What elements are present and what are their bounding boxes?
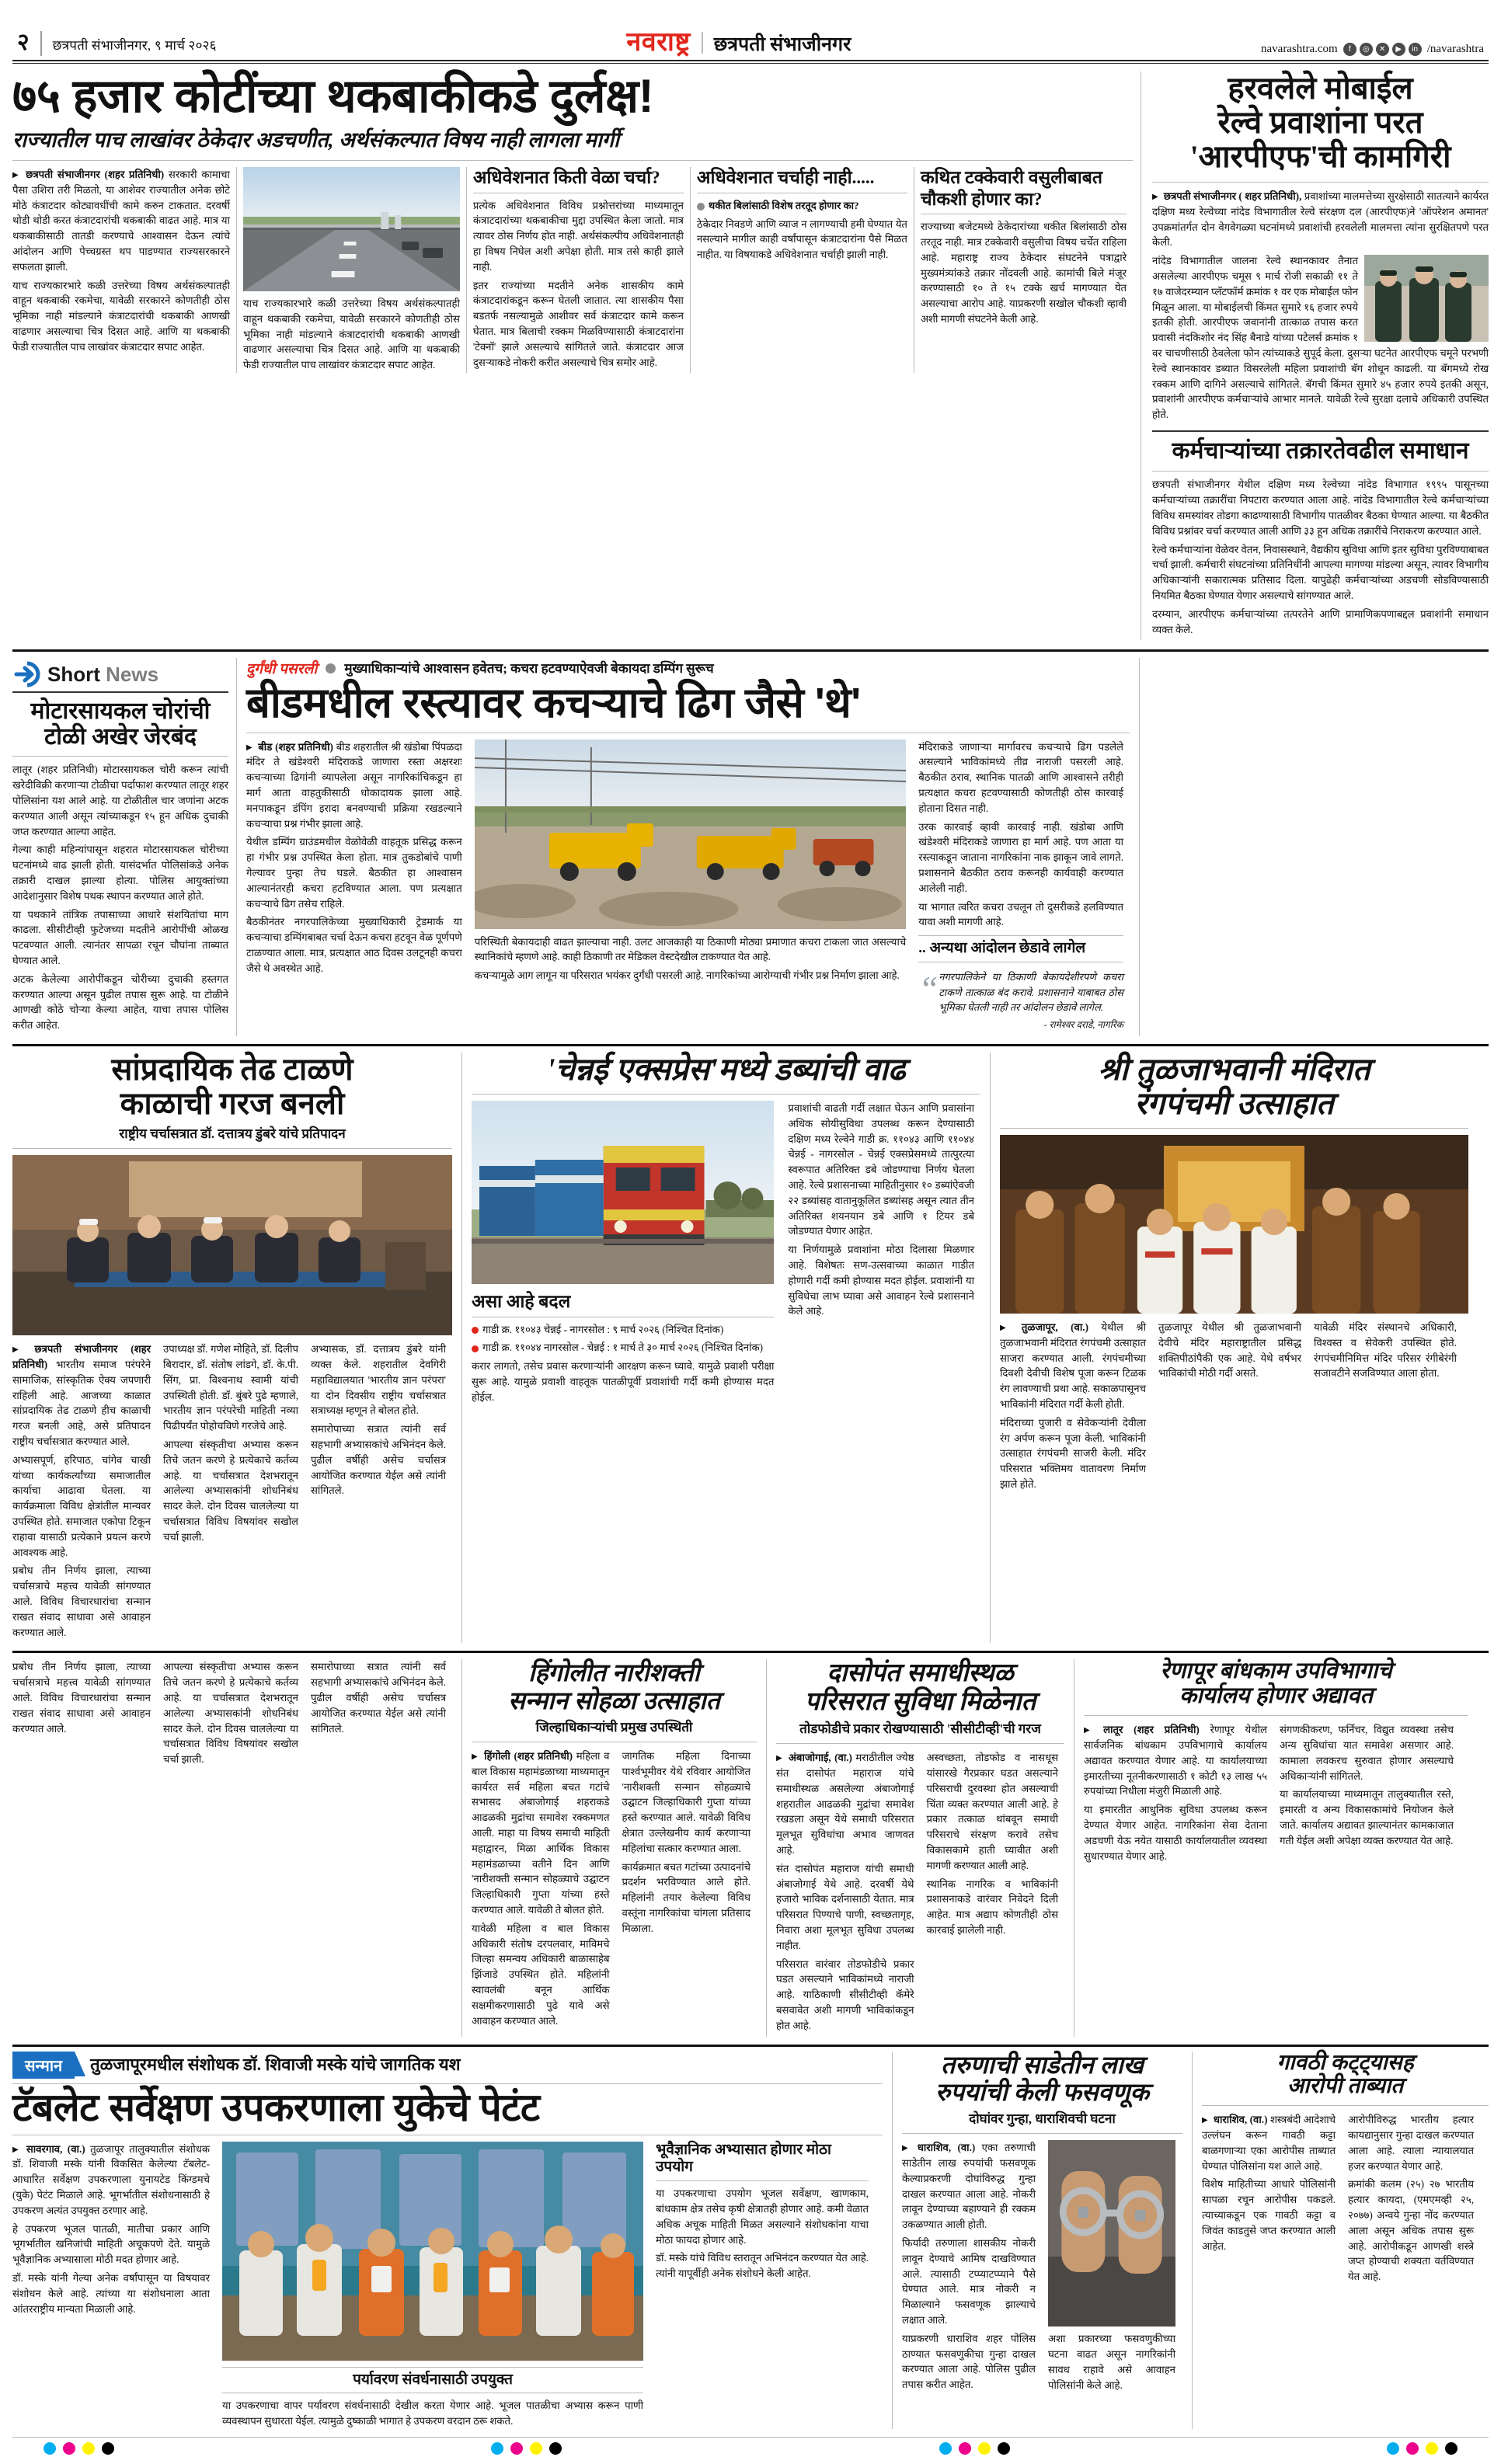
employee-text-1: छत्रपती संभाजीनगर येथील दक्षिण मध्य रेल्वेच्या नांदेड विभागात १९९५ पासूनच्या कर्मचाऱ्यांच्या तक्रारींचा निपटारा करण्यात आला आहे. नांदेड विभागातील रेल्वे कर्मचाऱ्यांच्या विविध समस्यांवर तोडगा काढण्यासाठी विभागीय पातळीवर बैठका घेण्यात आल्या. या बैठकीत विविध प्रश्नांवर चर्चा करण्यात आली आणि ३३ हून अधिक तक्रारींचे निराकरण करण्यात आले.	[1152, 479, 1489, 537]
beed-col3-text2: उरक कारवाई व्हावी कारवाई नाही. खंडोबा आणि खंडेश्वरी मंदिराकडे जाणारा हा मार्ग आहे. पण आता या रस्त्याकडून जाताना नागरिकांना नाक झाकून जावे लागते. प्रशासनाने बैठकीत ठराव करूनही कार्यवाही करण्यात आलेली नाही.	[918, 820, 1124, 894]
dumbre-headline-1: सांप्रदायिक तेढ टाळणे	[111, 1051, 353, 1087]
x-twitter-icon[interactable]: ✕	[1376, 43, 1389, 56]
lead-box3-title: कथित टक्केवारी वसुलीबाबत चौकशी होणार का?	[920, 167, 1102, 209]
shortnews-body	[12, 762, 228, 1033]
gavathi-rule	[1202, 2105, 1489, 2106]
handcuffs-photo	[1048, 2140, 1175, 2327]
dumbre-rule	[12, 1148, 452, 1149]
lead-col1-text2: याच राज्यकारभारे कळी उत्तरेच्या विषय अर्थसंकल्पातही वाहून थकबाकी रकमेचा, यावेळी सरकारने कोणतीही ठोस भूमिका नाही मांडल्याने कंत्राटदारांची थकबाकी आणखी वाढणार असल्याचा चित्र दिसत आहे. आणि या थकबाकी फेडी राज्यातील पाच लाखांवर कंत्राटदार सपाट आहेत.	[12, 279, 230, 353]
social-icons	[1343, 43, 1422, 56]
black-dot-icon-3	[998, 2442, 1010, 2455]
shortnews-rule2	[12, 756, 228, 757]
cyan-dot-icon-2	[491, 2442, 503, 2455]
beed-right-filler	[1139, 658, 1487, 1036]
chennai-text-1: प्रवाशांची वाढती गर्दी लक्षात घेऊन आणि प्रवासांना अधिक सोयीसुविधा उपलब्ध करून देण्यासाठी दक्षिण मध्य रेल्वेने गाडी क्र. ११०४३ आणि ११०४४ चेन्नई - नागरसोल - चेन्नई एक्सप्रेसमध्ये तात्पुरत्या स्वरूपात अतिरिक्त डबे जोडण्याचा निर्णय घेतला आहे. रेल्वे प्रशासनाच्या माहितीनुसार १० डब्यांऐवजी २२ डब्यांसह वातानुकूलित डब्यांसह असून त्यात तीन अतिरिक्त शयनयान डबे आणि १ टियर डबे जोडण्यात येणार आहेत.	[788, 1101, 974, 1237]
lead-box1-title: अधिवेशनात किती वेळा चर्चा?	[472, 167, 660, 187]
chennai-rule	[472, 1094, 980, 1095]
bottom-block	[12, 2052, 1489, 2429]
dumbre-col2-text2: आपल्या संस्कृतीचा अभ्यास करून तिचे जतन करणे हे प्रत्येकाचे कर्तव्य आहे. या चर्चासत्रात देशभरातून आलेल्या अभ्यासकांनी शोधनिबंध सादर केले. दोन दिवस चाललेल्या या चर्चासत्रात विविध विषयांवर सखोल चर्चा झाली.	[163, 1439, 298, 1543]
shortnews-text-2: गेल्या काही महिन्यांपासून शहरात मोटारसायकल चोरीच्या घटनांमध्ये वाढ झाली होती. यासंदर्भात पोलिसांकडे अनेक तक्रारी दाखल झाल्या होत्या. पोलिस आयुक्तांच्या आदेशानुसार विशेष पथक स्थापन करण्यात आले होते.	[12, 844, 228, 902]
patent-caption-text: या उपकरणाचा वापर पर्यावरण संवर्धनासाठी देखील करता येणार आहे. भूजल पातळीचा अभ्यास करून पाणी व्यवस्थापन सुधारता येईल. त्यामुळे दुष्काळी भागात हे उपकरण वरदान ठरू शकते.	[222, 2400, 643, 2427]
beed-headline: बीडमधील रस्त्यावर कचऱ्याचे ढिग जैसे 'थे'	[246, 680, 861, 727]
hingoli-col-1	[472, 1749, 615, 2031]
tuljapur-story	[990, 1053, 1468, 1643]
mobile-headline-3: 'आरपीएफ'ची कामगिरी	[1189, 139, 1451, 174]
mobile-headline-1: हरवलेले मोबाईल	[1228, 71, 1413, 106]
magenta-dot-icon-2	[510, 2442, 523, 2455]
gavathi-headline-1: गावठी कट्ट्यासह	[1276, 2050, 1414, 2075]
beed-photo-col	[468, 740, 913, 1032]
beed-byline: बीड (शहर प्रतिनिधी)	[258, 740, 333, 753]
dasopant-rule	[776, 1743, 1064, 1744]
gavathi-columns	[1202, 2112, 1489, 2288]
patent-col2-text2: डॉ. मस्के यांचे विविध स्तरातून अभिनंदन करण्यात येत आहे. त्यांनी यापूर्वीही अनेक संशोधने केली आहेत.	[656, 2252, 869, 2280]
gavathi-byline: धाराशिव, (वा.)	[1213, 2114, 1268, 2126]
mobile-headline-2: रेल्वे प्रवाशांना परत	[1217, 105, 1423, 140]
rpf-officers-photo	[1364, 255, 1489, 342]
employee-text-3: दरम्यान, आरपीएफ कर्मचाऱ्यांच्या तत्परतेने आणि प्रामाणिकपणाबद्दल प्रवाशांनी समाधान व्यक्त केले.	[1152, 607, 1489, 635]
beed-story	[236, 658, 1139, 1036]
dasopant-col1-text2: संत दासोपंत महाराज यांची समाधी अंबाजोगाई येथे आहे. दरवर्षी येथे हजारो भाविक दर्शनासाठी येतात. मात्र परिसरात पिण्याचे पाणी, स्वच्छतागृह, निवारा अशा मूलभूत सुविधा उपलब्ध नाहीत.	[776, 1862, 914, 1951]
chennai-headline: 'चेन्नई एक्सप्रेस'मध्ये डब्यांची वाढ	[546, 1051, 906, 1087]
social-handle: /navarashtra	[1426, 43, 1484, 55]
gavathi-headline-2: आरोपी ताब्यात	[1287, 2074, 1404, 2099]
patent-col-3	[650, 2142, 875, 2429]
chennai-top	[472, 1101, 980, 1408]
lead-box2-title: अधिवेशनात चर्चाही नाही.....	[696, 167, 875, 187]
fraud-text-1: एका तरुणाची साडेतीन लाख रुपयांची फसवणूक केल्याप्रकरणी दोघांविरुद्ध गुन्हा दाखल करण्यात आला आहे. नोकरी लावून देण्याच्या बहाण्याने ही रक्कम उकळण्यात आली होती.	[902, 2142, 1036, 2231]
arrow-into-circle-icon	[14, 661, 40, 687]
beed-col3-text3: या भागात त्वरित कचरा उचलून तो दुसरीकडे हलविण्यात यावा अशी मागणी आहे.	[918, 900, 1124, 928]
renapur-byline: लातूर (शहर प्रतिनिधी)	[1103, 1724, 1200, 1736]
brand-edition-city: छत्रपती संभाजीनगर	[713, 34, 851, 55]
lead-rule	[12, 160, 1133, 161]
gavathi-text-2: विशेष माहितीच्या आधारे पोलिसांनी सापळा रचून आरोपीस पकडले. त्याच्याकडून एक गावठी कट्टा व जिवंत काडतुसे जप्त करण्यात आली आहेत.	[1202, 2178, 1336, 2252]
dumbre-col-2	[157, 1342, 305, 1643]
tuljapur-text-1: येथील श्री तुळजाभवानी मंदिरात रंगपंचमी उत्साहात साजरा करण्यात आली. रंगपंचमीच्या दिवशी देवीची विशेष पूजा करून टिळक रंग लावण्याची प्रथा आहे. सकाळपासूनच भाविकांनी मंदिरात गर्दी केली होती.	[1000, 1321, 1147, 1410]
dumbre-col3-text2: समारोपाच्या सत्रात त्यांनी सर्व सहभागी अभ्यासकांचे अभिनंदन केले. पुढील वर्षीही असेच चर्चासत्र आयोजित करण्यात येईल असे त्यांनी सांगितले.	[311, 1423, 446, 1497]
cmyk-group-center	[491, 2442, 562, 2455]
website-url[interactable]: navarashtra.com	[1261, 43, 1338, 55]
dumbre-headline-2: काळाची गरज बनली	[120, 1085, 345, 1121]
beed-kicker: मुख्याधिकाऱ्यांचे आश्वासन हवेतच; कचरा हटवण्याऐवजी बेकायदा डम्पिंग सुरूच	[344, 660, 714, 676]
chennai-change-title: असा आहे बदल	[472, 1291, 571, 1311]
cmyk-registration-bar	[12, 2442, 1489, 2455]
felicitation-group-photo	[222, 2142, 643, 2361]
masthead-place-date: छत्रपती संभाजीनगर, ९ मार्च २०२६	[52, 38, 217, 53]
beed-col-1	[246, 740, 468, 1032]
lead-box-3	[914, 167, 1133, 373]
brand-separator	[702, 32, 703, 54]
dasopant-headline-1: दासोपंत समाधीस्थळ	[827, 1659, 1014, 1688]
cyan-dot-icon-3	[939, 2442, 952, 2455]
chennai-story	[461, 1053, 990, 1643]
tuljapur-text-4: यावेळी मंदिर संस्थानचे अधिकारी, विश्वस्त व सेवेकरी उपस्थित होते. रंगपंचमीनिमित्त मंदिर परिसर रंगीबेरंगी सजावटीने सजविण्यात आला होता.	[1314, 1321, 1457, 1380]
shortnews-text-4: अटक केलेल्या आरोपींकडून चोरीच्या दुचाकी हस्तगत करण्यात आल्या असून पुढील तपास सुरू आहे. या टोळीने आणखी कोठे चोऱ्या केल्या आहेत, याचा तपास पोलिस करीत आहेत.	[12, 973, 228, 1032]
cmyk-group-right	[939, 2442, 1010, 2455]
patent-col2-text: या उपकरणाचा उपयोग भूजल सर्वेक्षण, खाणकाम, बांधकाम क्षेत्र तसेच कृषी क्षेत्रातही होणार आहे. कमी वेळात अधिक अचूक माहिती मिळत असल्याने संशोधकांना याचा मोठा फायदा होणार आहे.	[656, 2187, 869, 2246]
dumbre-col1-text3: प्रबोध तीन निर्णय झाला, त्याच्या चर्चासत्राचे महत्त्व यावेळी सांगण्यात आले. विविध विचारधारांचा सन्मान राखत संवाद साधावा असे आवाहन करण्यात आले.	[12, 1564, 151, 1638]
highway-road-photo	[243, 167, 460, 291]
dumbre-columns	[12, 1342, 452, 1643]
tuljapur-headline-1: श्री तुळजाभवानी मंदिरात	[1098, 1051, 1370, 1087]
mobile-byline: छत्रपती संभाजीनगर ( शहर प्रतिनिधी),	[1163, 190, 1302, 202]
lead-byline: छत्रपती संभाजीनगर (शहर प्रतिनिधी)	[26, 168, 165, 180]
hingoli-headline-1: हिंगोलीत नारीशक्ती	[528, 1658, 700, 1687]
renapur-columns	[1084, 1722, 1468, 1867]
gavathi-text-4: क्रमांकी कलम (२५) २७ भारतीय हत्यार कायदा, (एमएमव्ही २५, २०७७) अन्वये गुन्हा नोंद करण्यात आला असून अधिक तपास सुरू आहे. आरोपीकडून आणखी शस्त्रे जप्त होण्याची शक्यता वर्तविण्यात येत आहे.	[1348, 2178, 1474, 2283]
renapur-col2-text: संगणकीकरण, फर्निचर, विद्युत व्यवस्था तसेच अन्य सुविधांचा यात समावेश असणार आहे. कामाला लवकरच सुरुवात होणार असल्याचे अधिकाऱ्यांनी सांगितले.	[1280, 1724, 1454, 1782]
patent-col2-title: भूवैज्ञानिक अभ्यासात होणार मोठा उपयोग	[656, 2141, 831, 2176]
tuljapur-col-1	[1000, 1320, 1152, 1495]
gavathi-col-2	[1342, 2112, 1480, 2288]
lead-story	[12, 71, 1141, 640]
patent-col1-text2: हे उपकरण भूजल पातळी, मातीचा प्रकार आणि भूगर्भातील खनिजांची माहिती अचूकपणे देते. यामुळे भूवैज्ञानिक अभ्यासाला मोठी मदत होणार आहे.	[12, 2222, 210, 2266]
dumbre-continue-cols	[12, 1659, 452, 1770]
dasopant-byline: अंबाजोगाई, (वा.)	[788, 1752, 852, 1764]
dumbre-col-3	[305, 1342, 452, 1643]
fraud-subhead: दोघांवर गुन्हा, धाराशिवची घटना	[969, 2111, 1116, 2126]
dumbre-subhead: राष्ट्रीय चर्चासत्रात डॉ. दत्तात्रय डुंबरे यांचे प्रतिपादन	[119, 1126, 346, 1141]
dumbre-col3-text: अभ्यासक, डॉ. दत्तात्रय डुंबरे यांनी व्यक्त केले. शहरातील देवगिरी महाविद्यालयात 'भारतीय ज्ञान परंपरा' या दोन दिवसीय राष्ट्रीय चर्चासत्रात सत्राध्यक्ष म्हणून ते बोलत होते.	[311, 1343, 446, 1417]
kicker-dot-icon	[326, 663, 336, 673]
renapur-col1-text: रेणापूर येथील सार्वजनिक बांधकाम उपविभागाचे कार्यालय अद्यावत करण्यात येणार आहे. या कार्यालयाच्या इमारतीच्या नूतनीकरणासाठी १ कोटी १३ लाख ५५ रुपयांच्या निधीला मंजुरी मिळाली आहे.	[1084, 1724, 1267, 1798]
lead-box1-text: प्रत्येक अधिवेशनात विविध प्रश्नोत्तरांच्या माध्यमातून कंत्राटदारांच्या थकबाकीचा मुद्दा उपस्थित केला जातो. मात्र त्यावर ठोस निर्णय होत नाही. अर्थसंकल्पीय अधिवेशनातही हा विषय निघेल अशी अपेक्षा होती. मात्र तसे काही झाले नाही.	[472, 199, 684, 273]
fraud-text-2: फिर्यादी तरुणाला शासकीय नोकरी लावून देण्याचे आमिष दाखविण्यात आले. त्यासाठी टप्प्याटप्प्याने पैसे घेण्यात आले. मात्र नोकरी न मिळाल्याने फसवणूक झाल्याचे लक्षात आले.	[902, 2236, 1036, 2326]
patent-kicker-row	[12, 2052, 883, 2079]
mobile-story	[1141, 71, 1489, 640]
shortnews-label-news: News	[106, 662, 159, 686]
hingoli-columns	[472, 1749, 757, 2031]
mid-block	[12, 658, 1489, 1036]
masthead-rule	[12, 60, 1489, 64]
seminar-stage-photo	[12, 1155, 452, 1335]
fraud-text-3: याप्रकरणी धाराशिव शहर पोलिस ठाण्यात फसवणुकीचा गुन्हा दाखल करण्यात आला आहे. पोलिस पुढील तपास करीत आहेत.	[902, 2332, 1036, 2391]
chennai-change-b1: गाडी क्र. ११०४३ चेन्नई - नागरसोल : ९ मार्च २०२६ (निश्चित दिनांक)	[472, 1322, 774, 1338]
lead-box3-text: राज्याच्या बजेटमध्ये ठेकेदारांच्या थकीत बिलांसाठी ठोस तरतूद नाही. मात्र टक्केवारी वसुलीचा विषय चर्चेत राहिला आहे. महाराष्ट्र राज्य ठेकेदार संघटनेने पत्राद्वारे मुख्यमंत्र्यांकडे तक्रार नोंदवली आहे. कामांची बिले मंजूर करण्यासाठी १० ते १५ टक्के खर्च मागण्यात येत असल्याचा आरोप आहे. याप्रकरणी सखोल चौकशी व्हावी अशी मागणी संघटनेने केली आहे.	[920, 221, 1127, 325]
top-block	[12, 71, 1489, 640]
lead-box-1	[466, 167, 690, 373]
renapur-headline-1: रेणापूर बांधकाम उपविभागाचे	[1160, 1658, 1392, 1684]
cmyk-group-left	[44, 2442, 114, 2455]
employee-rule2	[1152, 471, 1489, 472]
dasopant-col2-text2: स्थानिक नागरिक व भाविकांनी प्रशासनाकडे वारंवार निवेदने दिली आहेत. मात्र अद्याप कोणतीही ठोस कारवाई झालेली नाही.	[926, 1878, 1058, 1936]
shortnews-label	[47, 663, 158, 687]
dumbre-col2-text: उपाध्यक्ष डॉ. गणेश मोहिते, डॉ. दिलीप बिरादार, डॉ. संतोष लांडगे, डॉ. के.पी. सिंग, प्रा. विश्वनाथ स्वामी यांची उपस्थिती होती. डॉ. बुंबरे पुढे म्हणाले, भारतीय ज्ञान परंपरेची माहिती नव्या पिढीपर्यंत पोहोचविणे गरजेचे आहे.	[163, 1343, 298, 1432]
hingoli-col1-text2: यावेळी महिला व बाल विकास अधिकारी संतोष दरपलवार, माविमचे जिल्हा समन्वय अधिकारी बाळासाहेब झिंजाडे उपस्थित होते. महिलांनी स्वावलंबी बनून आर्थिक सक्षमीकरणासाठी पुढे यावे असे आवाहन करण्यात आले.	[472, 1922, 610, 2027]
chennai-text-2: या निर्णयामुळे प्रवाशांना मोठा दिलासा मिळणार आहे. विशेषतः सण-उत्सवाच्या काळात गाडीत होणारी गर्दी कमी होण्यास मदत होईल. प्रवाशांनी या सुविधेचा लाभ घ्यावा असे आवाहन रेल्वे प्रशासनाने केले आहे.	[788, 1244, 974, 1317]
beed-tag: दुर्गंधी पसरली	[246, 661, 318, 678]
fraud-col-1	[902, 2140, 1042, 2396]
chennai-change-b2: गाडी क्र. ११०४४ नागरसोल - चेन्नई : १ मार्च ते ३० मार्च २०२६ (निश्चित दिनांक)	[472, 1340, 774, 1356]
shortnews-header	[12, 658, 228, 689]
hingoli-col-2	[615, 1749, 757, 2031]
section-rule-4	[12, 2045, 1489, 2047]
patent-byline: सावरगाव, (वा.)	[26, 2142, 85, 2155]
gavathi-col-1	[1202, 2112, 1342, 2288]
renapur-rule	[1084, 1715, 1468, 1716]
beed-columns	[246, 740, 1130, 1032]
tuljapur-text-2: मंदिराच्या पुजारी व सेवेकऱ्यांनी देवीला रंग अर्पण करून पूजा केली. भाविकांनी उत्साहात रंगपंचमी साजरी केली. मंदिर परिसरात भक्तिमय वातावरण निर्माण झाले होते.	[1000, 1416, 1146, 1490]
employee-headline: कर्मचाऱ्यांच्या तक्रारतेवढील समाधान	[1172, 437, 1469, 464]
hingoli-subhead: जिल्हाधिकाऱ्यांची प्रमुख उपस्थिती	[535, 1719, 693, 1735]
hingoli-byline: हिंगोली (शहर प्रतिनिधी)	[484, 1749, 573, 1762]
lead-col-1	[12, 167, 236, 373]
gavathi-text-1: शस्त्रबंदी आदेशाचे उल्लंघन करून गावठी कट्टा बाळगणाऱ्या एका आरोपीस ताब्यात घेण्यात पोलिसांना यश आले आहे.	[1202, 2114, 1336, 2172]
hingoli-story	[461, 1659, 766, 2036]
employee-body	[1152, 477, 1489, 637]
patent-col-1	[12, 2142, 216, 2429]
fraud-byline: धाराशिव, (वा.)	[917, 2142, 976, 2154]
lead-box2-bullet: थकीत बिलांसाठी विशेष तरतूद होणार का?	[697, 198, 907, 212]
tuljapur-text-3: तुळजापूर येथील श्री तुळजाभवानी देवीचे मंदिर महाराष्ट्रातील प्रसिद्ध शक्तिपीठांपैकी एक आहे. येथे वर्षभर भाविकांची मोठी गर्दी असते.	[1158, 1321, 1301, 1380]
patent-col1-text3: डॉ. मस्के यांनी गेल्या अनेक वर्षांपासून या विषयावर संशोधन केले आहे. त्यांच्या या संशोधनाला आता आंतरराष्ट्रीय मान्यता मिळाली आहे.	[12, 2271, 210, 2315]
fraud-story	[892, 2052, 1192, 2429]
hingoli-col2-text2: कार्यक्रमात बचत गटांच्या उत्पादनांचे प्रदर्शन भरविण्यात आले होते. महिलांनी तयार केलेल्या विविध वस्तूंना नागरिकांचा चांगला प्रतिसाद मिळाला.	[622, 1860, 750, 1934]
patent-col1-text: तुळजापूर तालुक्यातील संशोधक डॉ. शिवाजी मस्के यांनी विकसित केलेल्या टॅबलेट-आधारित सर्वेक्षण उपकरणाला युनायटेड किंग्डमचे (युके) पेटंट मिळाले आहे. भूगर्भातील संशोधनासाठी हे उपकरण अत्यंत उपयुक्त ठरणार आहे.	[12, 2142, 211, 2216]
lead-col1-text: सरकारी कामाचा पैसा उशिरा तरी मिळतो, या आशेवर राज्यातील अनेक छोटे मोठे कंत्राटदार कोट्यावधींची कामे करुन टाकतात. दरवर्षी थोडी थोडी करत कंत्राटदारांची थकबाकी वाढत आहे. मात्र या थकबाकीसाठी तातडी करण्याचे आश्वासन देऊन त्यांचे आंदोलन आणि पेच्चग्रस्त थप पाडण्यात राज्यसरकारने सफलता झाली.	[12, 168, 230, 273]
lead-columns	[12, 167, 1133, 373]
beed-col1-text: बीड शहरातील श्री खंडोबा पिंपळदा मंदिर ते खंडेश्वरी मंदिराकडे जाणारा रस्ता अक्षरशः कचऱ्याच्या ढिगांनी व्यापलेला असून नागरिकांचिकडून हा मार्ग आता वाहतुकीसाठी धोकादायक झाला आहे. मनपाकडून डंपिंग इरादा बनवण्याची प्रक्रिया रखडल्याने कचऱ्याचा प्रश्न गंभीर झाला आहे.	[246, 740, 462, 830]
yellow-dot-ic`on-3	[978, 2442, 991, 2455]
dumbre-cont-col-2	[157, 1659, 305, 1770]
black-dot-icon	[102, 2442, 114, 2455]
shortnews-column	[12, 658, 236, 1036]
beed-quote-attrib: - रामेश्वर दराडे, नागरिक	[1043, 1018, 1124, 1030]
fraud-rule	[902, 2133, 1182, 2134]
lead-col2-text: याच राज्यकारभारे कळी उत्तरेच्या विषय अर्थसंकल्पातही वाहून थकबाकी रकमेचा, यावेळी सरकारने कोणतीही ठोस भूमिका नाही मांडल्याने कंत्राटदारांची थकबाकी आणखी वाढणार असल्याचा चित्र दिसत आहे. आणि या थकबाकी फेडी राज्यातील पाच लाखांवर कंत्राटदार सपाट आहेत.	[242, 297, 460, 371]
patent-story	[12, 2052, 892, 2429]
shortnews-headline: मोटारसायकल चोरांची टोळी अखेर जेरबंद	[30, 698, 211, 750]
bullet-red-icon	[472, 1327, 479, 1334]
masthead-left	[17, 31, 217, 56]
patent-photo-col	[216, 2142, 650, 2429]
dasopant-headline-2: परिसरात सुविधा मिळेनात	[804, 1687, 1036, 1716]
magenta-dot-icon-3	[959, 2442, 971, 2455]
tuljapur-col-3	[1308, 1320, 1463, 1495]
fraud-columns	[902, 2140, 1182, 2396]
patent-columns	[12, 2142, 883, 2429]
tuljapur-col-2	[1152, 1320, 1308, 1495]
shortnews-text-1: लातूर (शहर प्रतिनिधी) मोटारसायकल चोरी करून त्यांची खरेदीविक्री करणाऱ्या टोळीचा पर्दाफाश करण्यात लातूर शहर पोलिसांना यश आले आहे. या टोळीतील चार जणांना अटक करण्यात आली असून त्यांच्याकडून १५ हून अधिक दुचाकी जप्त करण्यात आल्या आहेत.	[12, 764, 228, 837]
dumbre-cont-3: समारोपाच्या सत्रात त्यांनी सर्व सहभागी अभ्यासकांचे अभिनंदन केले. पुढील वर्षीही असेच चर्चासत्र आयोजित करण्यात येईल असे त्यांनी सांगितले.	[311, 1661, 446, 1735]
fraud-text-4: अशा प्रकारच्या फसवणुकीच्या घटना वाढत असून नागरिकांनी सावध राहावे असे आवाहन पोलिसांनी केले आहे.	[1048, 2333, 1175, 2391]
masthead-right	[1261, 43, 1484, 56]
cyan-dot-icon	[44, 2442, 56, 2455]
mobile-text-2: नांदेड विभागातील जालना रेल्वे स्थानकावर तैनात असलेल्या आरपीएफ चमूस ९ मार्च रोजी सकाळी ११ ते १७ वाजेदरम्यान प्लॅटफॉर्म क्रमांक १ वर एक मोबाईल फोन मिळून आला. या मोबाईलची किंमत सुमारे १६ हजार रुपये इतकी होती. आरपीएफ जवानांनी तात्काळ तपास करत प्रवासी नंदकिशोर नंद सिंह बैनाडे यांच्या पटेलर्स क्रमांक १ वर चाचणीसाठी ठेवलेला फोन त्यांच्याकडे सुपूर्द केला. दुसऱ्या घटनेत आरपीएफ चमूने परभणी रेल्वे स्थानकावर डब्यात विसरलेली महिला प्रवाशांची बॅग शोधून काढली. या बॅगमध्ये रोख रक्कम आणि दागिने असल्याचे सांगितले. बॅगची किंमत सुमारे ४५ हजार रुपये इतकी असून, प्रवाशांनी आरपीएफ कर्मचाऱ्यांचे आभार मानले. यावेळी रेल्वे सुरक्षा दलाचे अधिकारी उपस्थित होते.	[1152, 255, 1489, 421]
facebook-icon[interactable]: f	[1343, 43, 1356, 56]
beed-photo-caption	[475, 934, 907, 983]
bullet-red-icon-2	[472, 1345, 479, 1352]
page-number: २	[17, 30, 30, 55]
gavathi-text-3: आरोपीविरुद्ध भारतीय हत्यार कायद्यानुसार गुन्हा दाखल करण्यात आला आहे. त्याला न्यायालयात हजर करण्यात येणार आहे.	[1348, 2114, 1474, 2172]
mobile-rule	[1152, 182, 1489, 183]
lead-headline: ७५ हजार कोटींच्या थकबाकीकडे दुर्लक्ष!	[12, 70, 654, 122]
patent-rule	[12, 2083, 883, 2084]
dumbre-cont-col-1	[12, 1659, 157, 1770]
magenta-dot-icon	[63, 2442, 75, 2455]
dumbre-col1-text: भारतीय समाज परंपरेने सामाजिक, सांस्कृतिक ऐक्य जपणारी राहिली आहे. आजच्या काळात सांप्रदायिक तेढ टाळणे हीच काळाची गरज बनली आहे, असे प्रतिपादन राष्ट्रीय चर्चासत्रात करण्यात आले.	[12, 1359, 151, 1447]
gavathi-story	[1192, 2052, 1489, 2429]
fourth-block	[12, 1659, 1489, 2036]
patent-headline: टॅबलेट सर्वेक्षण उपकरणाला युकेचे पेटंट	[12, 2085, 540, 2129]
dasopant-col-1	[776, 1750, 920, 2036]
chennai-text-col	[782, 1101, 980, 1408]
yellow-dot-icon-2	[530, 2442, 542, 2455]
dasopant-subhead: तोडफोडीचे प्रकार रोखण्यासाठी 'सीसीटीव्ही'ची गरज	[799, 1721, 1041, 1736]
lead-subhead: राज्यातील पाच लाखांवर ठेकेदार अडचणीत, अर्थसंकल्पात विषय नाही लागला मार्गी	[12, 127, 620, 151]
garbage-trucks-photo	[475, 740, 907, 929]
dumbre-story	[12, 1053, 461, 1643]
chennai-change-list	[472, 1322, 774, 1405]
beed-col1-text3: बैठकीनंतर नगरपालिकेच्या मुख्याधिकारी ट्रेडमार्क या कचऱ्याचा डम्पिंगबाबत चर्चा देऊन कचरा हटवून वेळ पूर्णपणे टाळण्यात आला. मात्र, प्रत्यक्षात आठ दिवस उलटूनही कचरा जैसे थे अवस्थेत आहे.	[246, 916, 462, 974]
fraud-photo-col	[1042, 2140, 1182, 2396]
beed-col2-text: परिस्थिती बेकायदाही वाढत झाल्याचा नाही. उलट आजकाही या ठिकाणी मोठ्या प्रमाणात कचरा टाकला जात असल्याचे स्थानिकांचे म्हणणे आहे. काही ठिकाणी तर मेडिकल वेस्टदेखील टाकण्यात येत आहे.	[474, 935, 907, 963]
lead-box1-text2: इतर राज्यांच्या मदतीने अनेक शासकीय कामे कंत्राटदारांकडून करून घेतली जातात. त्या शासकीय पैसा बडतर्फ नसल्यामुळे आशीवर सर्व कंत्राटदार कामे करून घेतात. मात्र बिलाची रक्कम मिळविण्यासाठी कंत्राटदारांना 'टेक्नॉ' झाले असल्याचे सांगितले जाते. कंत्राटदार आज दुसऱ्याकडे नोकरी करीत असल्याचे चित्र समोर आहे.	[472, 279, 684, 368]
magenta-dot-icon-4	[1406, 2442, 1419, 2455]
renapur-col1-text2: या इमारतीत आधुनिक सुविधा उपलब्ध करून देण्यात येणार आहेत. नागरिकांना सेवा देताना अडचणी येऊ नयेत यासाठी कार्यालयातील व्यवस्था सुधारण्यात येणार आहे.	[1084, 1804, 1267, 1862]
dasopant-story	[766, 1659, 1074, 2036]
beed-quote-text: नगरपालिकेने या ठिकाणी बेकायदेशीरपणे कचरा टाकणे तात्काळ बंद करावे. प्रशासनाने याबाबत ठोस भूमिका घेतली नाही तर आंदोलन छेडावे लागेल.	[939, 971, 1124, 1014]
lead-photo-col	[236, 167, 466, 373]
renapur-col2-text2: या कार्यालयाच्या माध्यमातून तालुक्यातील रस्ते, इमारती व अन्य विकासकामांचे नियोजन केले जाते. कार्यालय अद्यावत झाल्यानंतर कामकाजात गती येईल अशी अपेक्षा व्यक्त करण्यात येत आहे.	[1280, 1788, 1454, 1846]
chennai-text-3: करार लागतो, तसेच प्रवास करणाऱ्यांनी आरक्षण करून घ्यावे. यामुळे प्रवाशी परीक्षा सुरू आहे. यामुळे प्रवाशी वाहतूक पातळीपूर्वी प्रवाशांची गर्दी कमी होण्यास मदत होईल.	[472, 1360, 775, 1403]
hingoli-col2-text: जागतिक महिला दिनाच्या पार्श्वभूमीवर येथे रविवार आयोजित 'नारीशक्ती सन्मान सोहळ्याचे उद्घाटन जिल्हाधिकारी गुप्ता यांच्या हस्ते करण्यात आले. यावेळी विविध क्षेत्रात उल्लेखनीय कार्य करणाऱ्या महिलांचा सत्कार करण्यात आला.	[622, 1749, 750, 1854]
tuljapur-rule	[1000, 1128, 1468, 1129]
hingoli-col1-text: महिला व बाल विकास महामंडळाच्या माध्यमातून कार्यरत सर्व महिला बचत गटांचे सभासद अंबाजोगाई शहराकडे आढळकी मुद्रांचा समावेश रक्कमणत आली. माहा या विषय समाची माहिती महाद्वारन, मिळा आर्थिक विकास महामंडळाच्या वतीने दिन आणि 'नारीशक्ती सन्मान सोहळ्याचे उद्घाटन जिल्हाधिकारी गुप्ता यांच्या हस्ते करण्यात आले. यावेळी ते बोलत होते.	[472, 1749, 610, 1916]
beed-col1-text2: येथील डम्पिंग ग्राउंडमधील वेळोवेळी वाहतूक प्रसिद्ध करून हा गंभीर प्रश्न उपस्थित केला होता. मात्र तुकडोबांचे पाणी गेल्यावर पुन्हा तेच घडले. बैठकीत हा आश्वासन आल्यानंतरही कचरा हटविण्यात आला. पण प्रत्यक्षात कचऱ्याचे ढिग तसेच राहिले.	[246, 836, 462, 910]
renapur-story	[1074, 1659, 1468, 2036]
black-dot-icon-2	[549, 2442, 562, 2455]
tuljapur-columns	[1000, 1320, 1468, 1495]
shortnews-text-3: या पथकाने तांत्रिक तपासाच्या आधारे संशयितांचा माग काढला. सीसीटीव्ही फुटेजच्या मदतीने आरोपींची ओळख पटवण्यात आली. त्यानंतर सापळा रचून चौघांना ताब्यात घेण्यात आले.	[12, 908, 228, 966]
cyan-dot-icon-4	[1387, 2442, 1399, 2455]
mobile-body	[1152, 189, 1489, 423]
instagram-icon[interactable]: ◎	[1360, 43, 1373, 56]
dumbre-cont-col-3	[305, 1659, 452, 1770]
third-block	[12, 1053, 1489, 1643]
shortnews-rule	[12, 691, 228, 693]
employee-rule	[1152, 430, 1489, 432]
section-rule-3	[12, 1651, 1489, 1653]
bullet-dot-icon	[697, 203, 705, 211]
section-rule-2	[12, 1044, 1489, 1046]
lead-box2-text: ठेकेदार निवडणे आणि व्याज न लागण्याची हमी घेण्यात येत नसल्याने मागील काही वर्षांपासून कंत्राटदारांना पैसे मिळत नाहीत. या विषयाकडे अधिवेशनात चर्चाही झाली नाही.	[696, 218, 907, 261]
chennai-photo-col	[472, 1101, 782, 1408]
dumbre-col1-text2: अभ्यासपूर्ण, हरिपाठ, चांगेव चाखी यांच्या कार्यकर्त्यांच्या समाजातील कार्याचा आढावा घेतला. या कार्यक्रमाला विविध क्षेत्रांतील मान्यवर उपस्थित होते. समाजात एकोपा टिकून राहावा यासाठी प्रत्येकाने प्रयत्न करणे आवश्यक आहे.	[12, 1453, 151, 1558]
dasopant-columns	[776, 1750, 1064, 2036]
beed-quote	[918, 969, 1123, 1032]
dumbre-cont-1: प्रबोध तीन निर्णय झाला, त्याच्या चर्चासत्राचे महत्त्व यावेळी सांगण्यात आले. विविध विचारधारांचा सन्मान राखत संवाद साधावा असे आवाहन करण्यात आले.	[12, 1661, 151, 1735]
dasopant-col2-text: अस्वच्छता, तोडफोड व नासधूस यांसारखे गैरप्रकार घडत असल्याने परिसराची दुरवस्था होत असल्याची चिंता व्यक्त करण्यात आली आहे. हे प्रकार तत्काळ थांबवून समाधी परिसराचे संरक्षण करावे तसेच विकासकामे हाती घ्यावीत अशी मागणी करण्यात आली आहे.	[926, 1752, 1058, 1871]
footer-rule	[12, 2437, 1489, 2438]
patent-badge: सन्मान	[12, 2052, 75, 2079]
dumbre-byline: छत्रपती संभाजीनगर (शहर प्रतिनिधी)	[12, 1343, 151, 1371]
renapur-col-2	[1273, 1722, 1460, 1867]
patent-caption-rule	[222, 2367, 643, 2368]
yellow-dot-icon	[82, 2442, 95, 2455]
lead-box-2	[690, 167, 914, 373]
dumbre-col-1	[12, 1342, 157, 1643]
hingoli-headline-2: सन्मान सोहळा उत्साहात	[508, 1686, 720, 1714]
train-locomotive-photo	[472, 1101, 774, 1284]
yellow-dot-icon-4	[1426, 2442, 1438, 2455]
renapur-col-1	[1084, 1722, 1273, 1867]
patent-caption-title: पर्यावरण संवर्धनासाठी उपयुक्त	[353, 2371, 513, 2388]
brand-logo: नवराष्ट्र	[626, 28, 691, 57]
beed-sub-rule	[918, 935, 1123, 936]
dumbre-continue	[12, 1659, 461, 2036]
masthead	[12, 14, 1489, 56]
masthead-brand-block	[217, 30, 1261, 56]
temple-devotees-photo	[1000, 1135, 1468, 1314]
dasopant-col1-text3: परिसरात वारंवार तोडफोडीचे प्रकार घडत असल्याने भाविकांमध्ये नाराजी आहे. याठिकाणी सीसीटीव्ही कॅमेरे बसवावेत अशी मागणी भाविकांकडून होत आहे.	[776, 1958, 914, 2031]
patent-col2-rule	[656, 2180, 869, 2181]
youtube-icon[interactable]: ▶	[1392, 43, 1405, 56]
fraud-headline-2: रुपयांची केली फसवणूक	[935, 2077, 1150, 2106]
beed-col2-text2: कचऱ्यामुळे आग लागून या परिसरात भयंकर दुर्गंधी पसरली आहे. नागरिकांच्या आरोग्याची गंभीर प्रश्न निर्माण झाला आहे.	[474, 969, 900, 982]
beed-col3-text: मंदिराकडे जाणाऱ्या मार्गावरच कचऱ्याचे ढिग पडलेले असल्याने भाविकांमध्ये तीव्र नाराजी पसरली आहे. बैठकीत ठराव, स्थानिक पातळी आणि आश्वासने तरीही प्रत्यक्षात कचरा हटवण्यासाठी कोणतीही ठोस कारवाई होताना दिसत नाही.	[918, 740, 1124, 814]
dasopant-col1-text: मराठीतील ज्येष्ठ संत दासोपंत महाराज यांचे समाधीस्थळ असलेल्या अंबाजोगाई शहरातील आढळकी मुद्रांचा समावेश रखडला असून येथे समाधी परिसरात मूलभूत सुविधांचा अभाव जाणवत आहे.	[776, 1752, 914, 1856]
tuljapur-byline: तुळजापूर, (वा.)	[1021, 1321, 1088, 1333]
dasopant-col-2	[920, 1750, 1064, 2036]
cmyk-group-right-2	[1387, 2442, 1457, 2455]
renapur-headline-2: कार्यालय होणार अद्यावत	[1179, 1683, 1373, 1709]
linkedin-icon[interactable]: in	[1409, 43, 1422, 56]
beed-subhead: .. अन्यथा आंदोलन छेडावे लागेल	[918, 940, 1086, 957]
fraud-headline-1: तरुणाची साडेतीन लाख	[941, 2050, 1144, 2079]
dumbre-cont-2: आपल्या संस्कृतीचा अभ्यास करून तिचे जतन करणे हे प्रत्येकाचे कर्तव्य आहे. या चर्चासत्रात देशभरातून आलेल्या अभ्यासकांनी शोधनिबंध सादर केले. दोन दिवस चाललेल्या या चर्चासत्रात विविध विषयांवर सखोल चर्चा झाली.	[163, 1661, 298, 1766]
beed-kicker-row	[246, 658, 1130, 678]
patent-kicker: तुळजापूरमधील संशोधक डॉ. शिवाजी मस्के यांचे जागतिक यश	[90, 2054, 461, 2074]
section-rule-1	[12, 649, 1489, 652]
shortnews-label-short: Short	[47, 662, 100, 686]
masthead-divider	[40, 31, 42, 56]
mobile-text-1: प्रवाशांच्या मालमत्तेच्या सुरक्षेसाठी सातत्याने कार्यरत दक्षिण मध्य रेल्वेच्या नांदेड विभागातील रेल्वे संरक्षण दल (आरपीएफ)ने 'ऑपरेशन अमानत' उपक्रमांतर्गत दोन वेगवेगळ्या घटनांमध्ये प्रवाशांची हरवलेली मालमत्ता त्यांना सुरक्षितपणे परत केली.	[1152, 190, 1489, 249]
employee-text-2: रेल्वे कर्मचाऱ्यांना वेळेवर वेतन, निवासस्थाने, वैद्यकीय सुविधा आणि इतर सुविधा पुरविण्याबाबत चर्चा झाली. कर्मचारी संघटनांच्या प्रतिनिधींनी आपल्या मागण्या मांडल्या असून, त्यावर विभागीय अधिकाऱ्यांनी सकारात्मक प्रतिसाद दिला. यापुढेही कर्मचाऱ्यांच्या अडचणी सोडविण्यासाठी नियमित बैठका घेण्यात येणार असल्याचे सांगण्यात आले.	[1152, 543, 1489, 602]
beed-col-3	[912, 740, 1130, 1032]
black-dot-icon-4	[1445, 2442, 1457, 2455]
tuljapur-headline-2: रंगपंचमी उत्साहात	[1134, 1085, 1334, 1121]
